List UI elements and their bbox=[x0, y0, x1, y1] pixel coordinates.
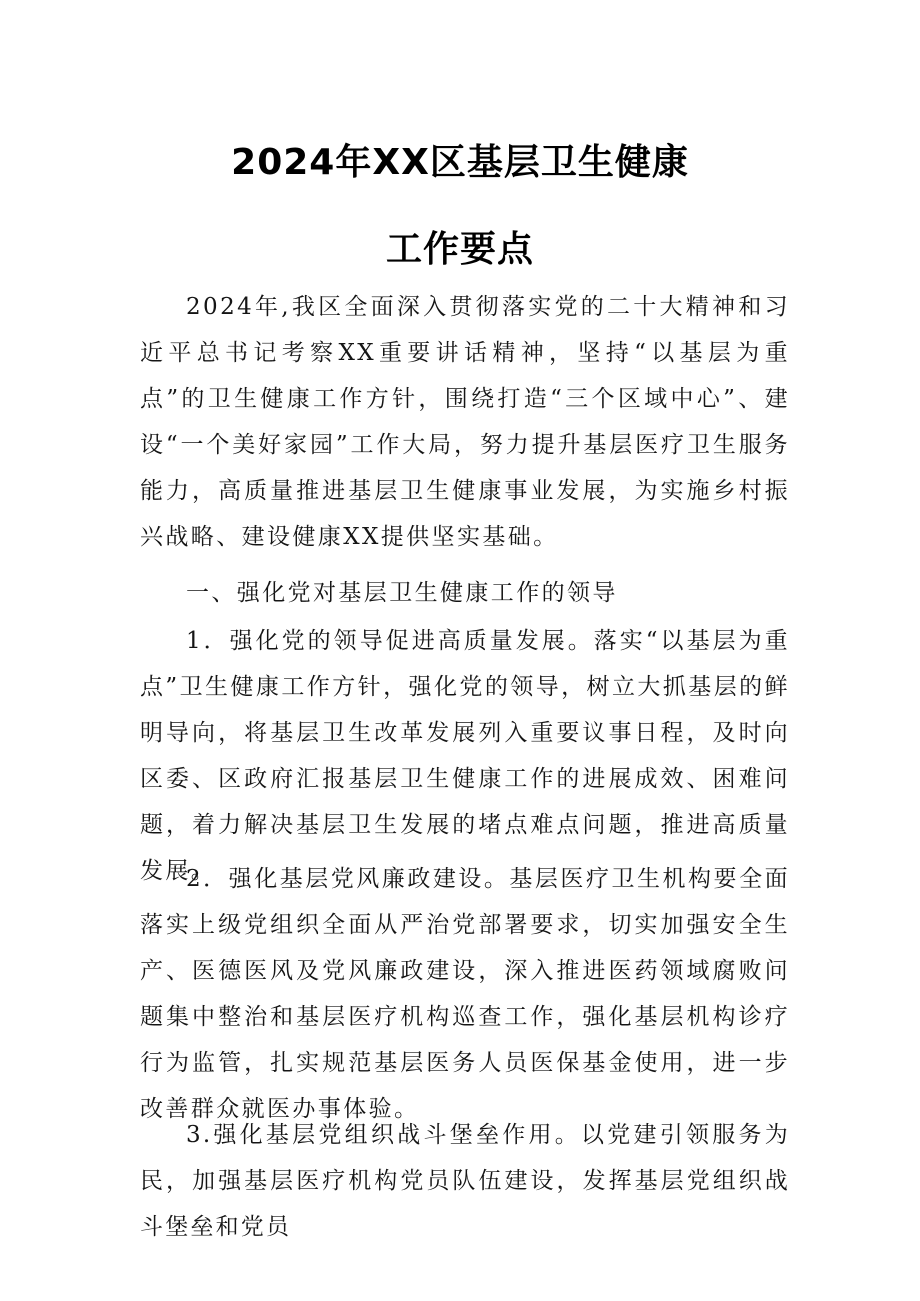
section-1-heading-block bbox=[140, 570, 790, 616]
item-1-block bbox=[140, 618, 790, 894]
document-title-line-1: 2024年XX区基层卫生健康 bbox=[231, 142, 689, 183]
intro-paragraph: 2024年,我区全面深入贯彻落实党的二十大精神和习近平总书记考察XX重要讲话精神，坚持“以基层为重点”的卫生健康工作方针，围绕打造“三个区域中心”、建设“一个美好家园”工作大局，努力提升基层医疗卫生服务能力，高质量推进基层卫生健康事业发展，为实施乡村振兴战略、建设健康XX提供坚实基础。 bbox=[140, 294, 790, 550]
item-3-paragraph: 3.强化基层党组织战斗堡垒作用。以党建引领服务为民，加强基层医疗机构党员队伍建设，发挥基层党组织战斗堡垒和党员 bbox=[140, 1122, 790, 1240]
document-title-line-2: 工作要点 bbox=[385, 229, 534, 270]
item-3-block bbox=[140, 1112, 790, 1250]
intro-paragraph-block bbox=[140, 284, 790, 560]
item-2-block bbox=[140, 856, 790, 1132]
item-2-paragraph: 2．强化基层党风廉政建设。基层医疗卫生机构要全面落实上级党组织全面从严治党部署要求，切实加强安全生产、医德医风及党风廉政建设，深入推进医药领域腐败问题集中整治和基层医疗机构巡查工作，强化基层机构诊疗行为监管，扎实规范基层医务人员医保基金使用，进一步改善群众就医办事体验。 bbox=[140, 866, 790, 1122]
item-1-paragraph: 1．强化党的领导促进高质量发展。落实“以基层为重点”卫生健康工作方针，强化党的领导，树立大抓基层的鲜明导向，将基层卫生改革发展列入重要议事日程，及时向区委、区政府汇报基层卫生健康工作的进展成效、困难问题，着力解决基层卫生发展的堵点难点问题，推进高质量发展。 bbox=[140, 628, 790, 884]
section-1-heading: 一、强化党对基层卫生健康工作的领导 bbox=[186, 580, 618, 606]
